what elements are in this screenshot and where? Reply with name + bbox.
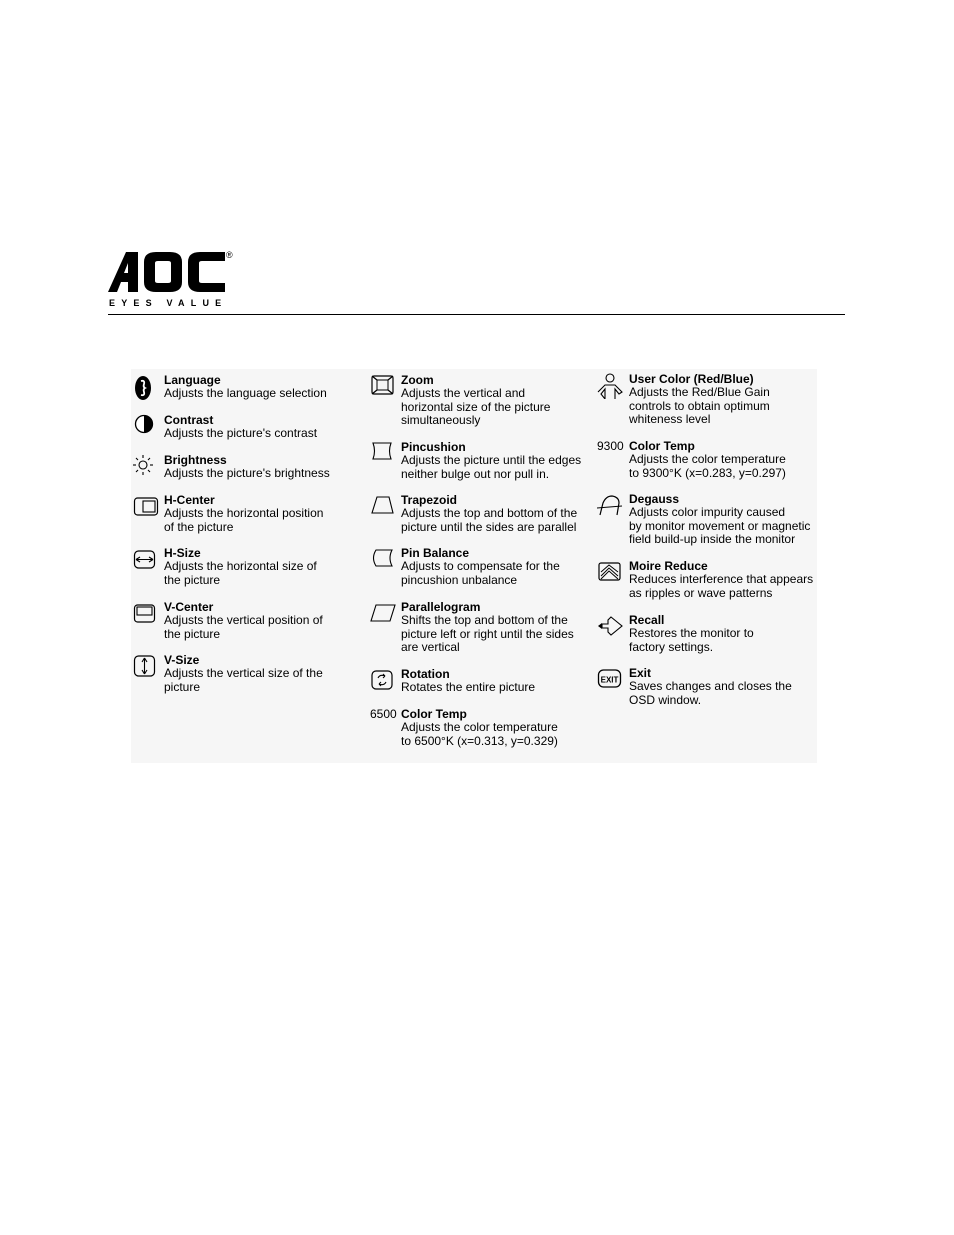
osd-item-title: Zoom [401, 373, 434, 387]
pincushion-icon [370, 441, 396, 467]
osd-item-desc: Saves changes and closes the OSD window. [629, 679, 792, 707]
user-color-icon [597, 373, 623, 399]
recall-icon [597, 614, 623, 640]
osd-item-desc: Adjusts the top and bottom of the picture until the sides are parallel [401, 506, 578, 534]
degauss-icon [597, 493, 623, 519]
osd-item-title: Recall [629, 613, 665, 627]
brightness-icon [133, 454, 159, 480]
osd-item-title: V-Center [164, 600, 214, 614]
v-center-icon [133, 601, 159, 627]
osd-item-title: H-Center [164, 493, 215, 507]
parallelogram-icon [370, 601, 396, 627]
osd-item-title: Color Temp [629, 439, 695, 453]
osd-item-title: V-Size [164, 653, 200, 667]
osd-item-desc: Restores the monitor to factory settings. [629, 626, 754, 654]
osd-item-desc: Adjusts the picture until the edges neither bulge out nor pull in. [401, 453, 582, 481]
osd-item-desc: Adjusts the horizontal size of the picture [164, 559, 317, 587]
osd-item-title: Rotation [401, 667, 450, 681]
osd-item-desc: Adjusts the color temperature to 6500°K (x=0.313, y=0.329) [401, 720, 558, 748]
osd-item-title: Color Temp [401, 707, 467, 721]
osd-item-desc: Adjusts the vertical position of the picture [164, 613, 323, 641]
h-center-icon [133, 494, 159, 520]
pin-balance-icon [370, 547, 396, 573]
osd-item-desc: Adjusts the vertical and horizontal size of the picture simultaneously [401, 386, 551, 428]
osd-item-title: Exit [629, 666, 652, 680]
osd-item-desc: Adjusts the color temperature to 9300°K (x=0.283, y=0.297) [629, 452, 786, 480]
aoc-logo [108, 250, 238, 312]
brand-tagline: EYES VALUE [109, 298, 228, 308]
osd-item-title: Trapezoid [401, 493, 458, 507]
osd-item-desc: Adjusts the horizontal position of the picture [164, 506, 324, 534]
osd-item-desc: Adjusts the Red/Blue Gain controls to obtain optimum whiteness level [629, 385, 770, 427]
header-divider [108, 314, 845, 315]
contrast-icon [133, 414, 159, 440]
osd-item-title: Pincushion [401, 440, 466, 454]
language-icon [133, 374, 159, 400]
aoc-logo-mark [108, 250, 226, 294]
h-size-icon [133, 547, 159, 573]
osd-item-desc: Adjusts to compensate for the pincushion unbalance [401, 559, 560, 587]
osd-item-title: H-Size [164, 546, 201, 560]
color-temp-6500-label: 6500 [370, 707, 397, 721]
osd-item-title: Degauss [629, 492, 680, 506]
osd-item-desc: Adjusts the vertical size of the picture [164, 666, 323, 694]
color-temp-9300-label: 9300 [597, 439, 624, 453]
registered-mark: ® [226, 250, 233, 260]
osd-item-title: Moire Reduce [629, 559, 708, 573]
osd-item-desc: Shifts the top and bottom of the picture left or right until the sides are vertical [401, 613, 574, 655]
osd-item-title: Contrast [164, 413, 214, 427]
rotation-icon [370, 668, 396, 694]
svg-text:EXIT: EXIT [600, 675, 619, 685]
osd-item-title: Parallelogram [401, 600, 481, 614]
osd-item-desc: Adjusts color impurity caused by monitor movement or magnetic field build-up inside the monitor [629, 505, 811, 547]
osd-item-title: Language [164, 373, 221, 387]
osd-item-desc: Adjusts the picture's brightness [164, 466, 330, 481]
exit-icon [597, 667, 623, 693]
zoom-icon [370, 374, 396, 400]
osd-item-desc: Reduces interference that appears as ripples or wave patterns [629, 572, 814, 600]
moire-reduce-icon [597, 560, 623, 586]
osd-item-title: Pin Balance [401, 546, 470, 560]
osd-item-desc: Rotates the entire picture [401, 680, 536, 695]
osd-item-desc: Adjusts the picture's contrast [164, 426, 318, 441]
v-size-icon [133, 654, 159, 680]
trapezoid-icon [370, 494, 396, 520]
osd-item-title: User Color (Red/Blue) [629, 372, 754, 386]
osd-item-title: Brightness [164, 453, 227, 467]
osd-item-desc: Adjusts the language selection [164, 386, 327, 401]
